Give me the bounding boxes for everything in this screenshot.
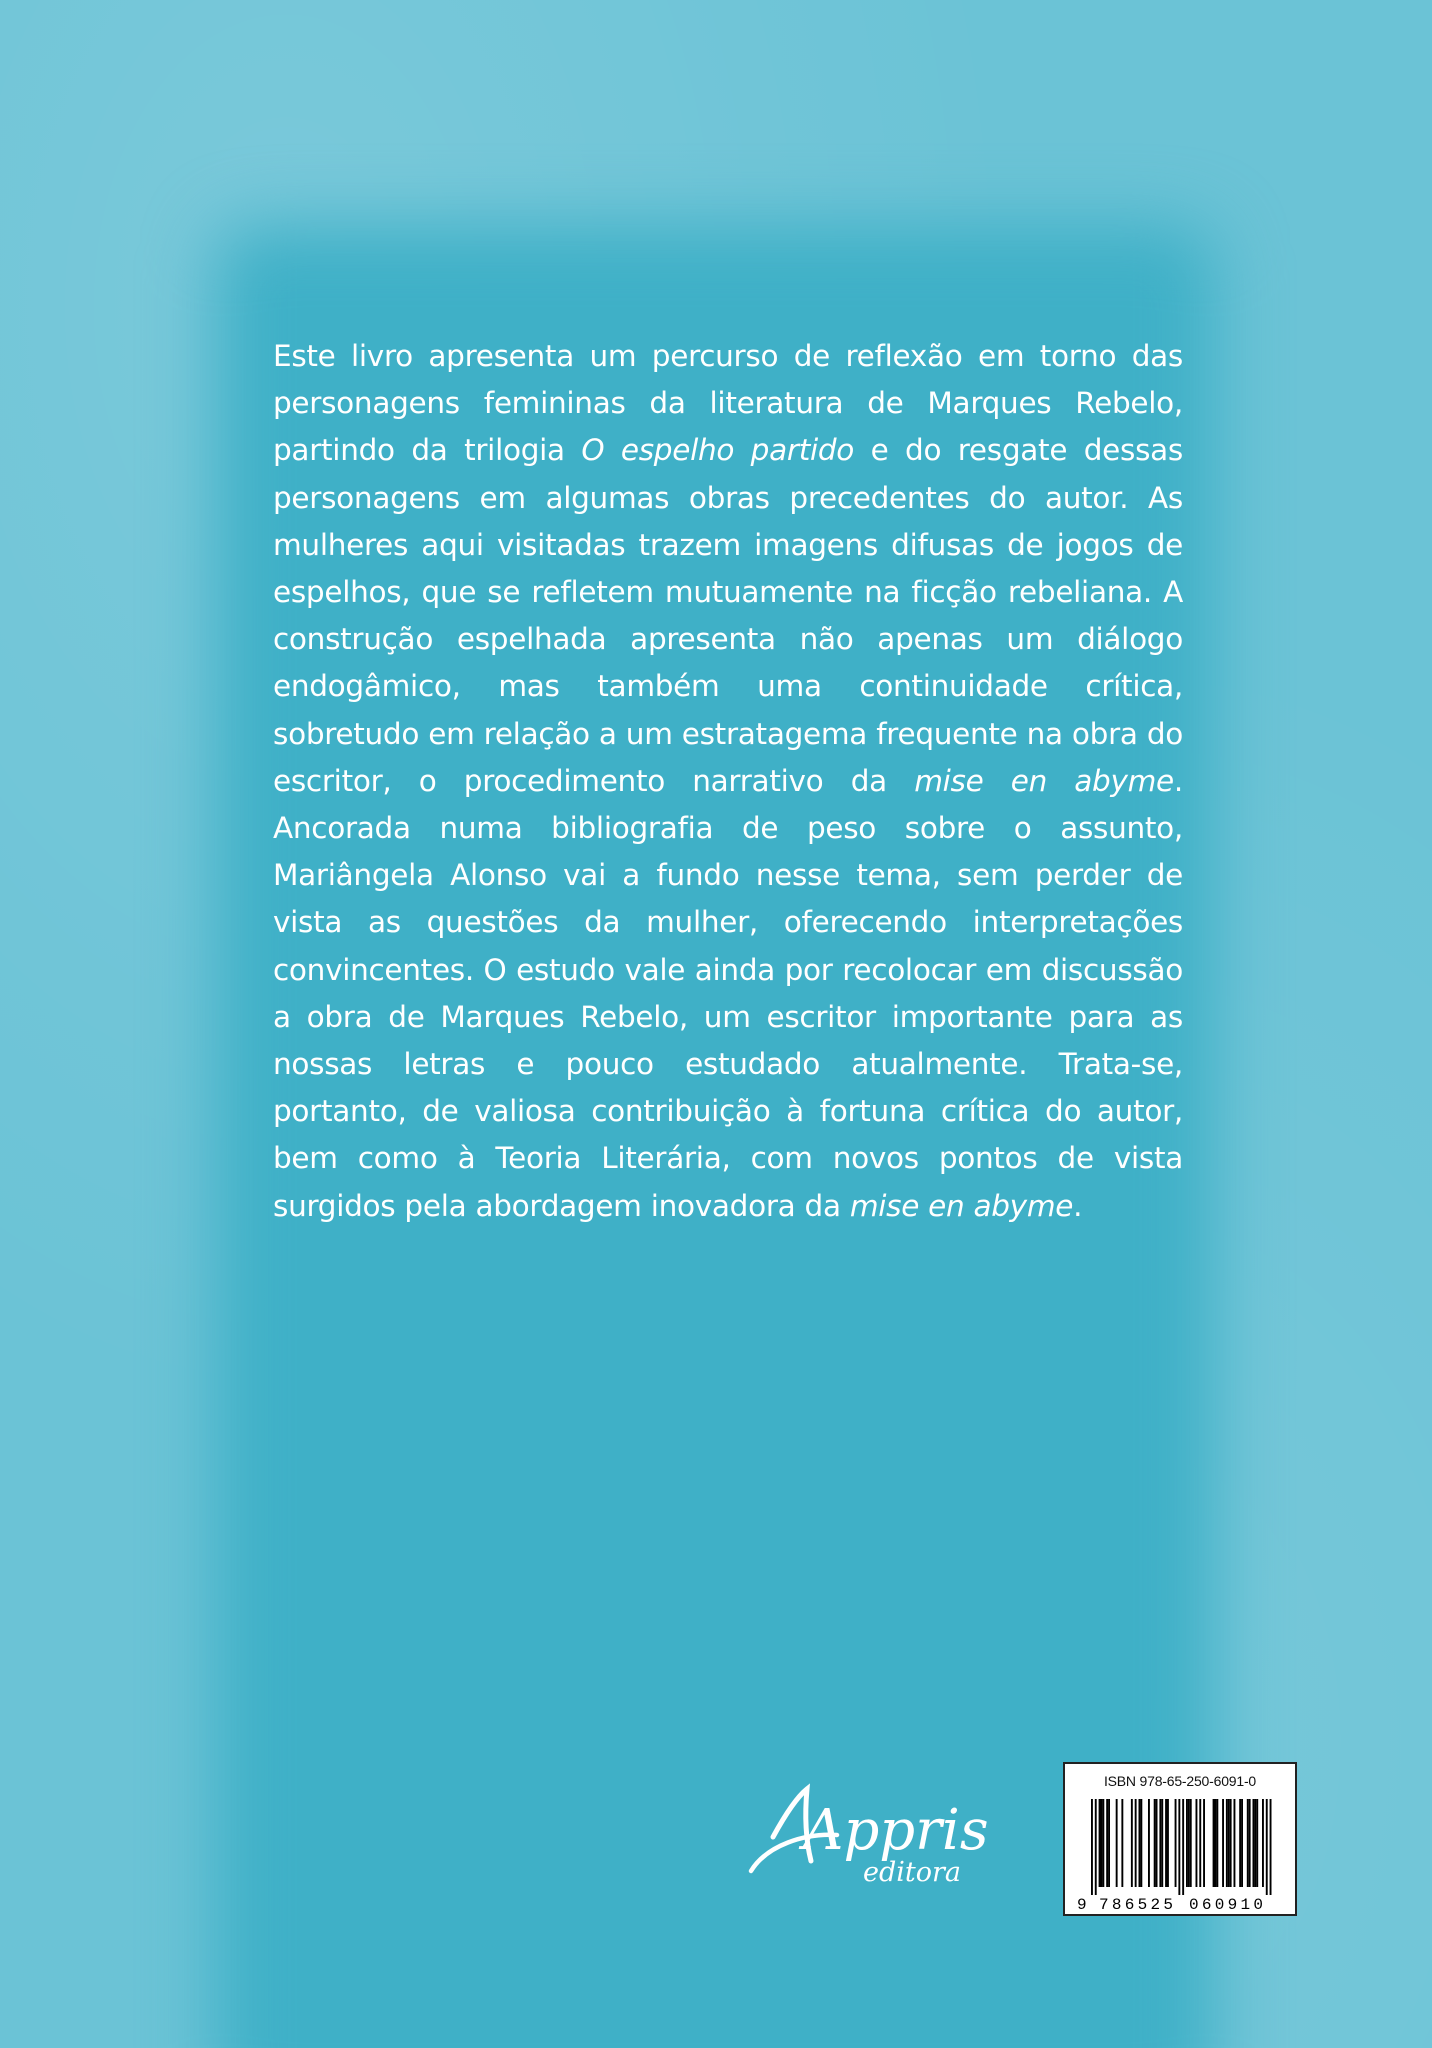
barcode-bar <box>1199 1799 1201 1887</box>
logo-wordmark: Appris <box>803 1798 989 1863</box>
barcode-bar <box>1239 1799 1241 1887</box>
blurb-term-1: mise en abyme <box>914 763 1174 798</box>
barcode-bar <box>1165 1799 1167 1887</box>
barcode-bar <box>1116 1799 1118 1887</box>
barcode-bar <box>1215 1799 1217 1887</box>
logo-subtitle: editora <box>863 1857 962 1888</box>
barcode-bar <box>1161 1799 1163 1887</box>
barcode-bar <box>1256 1799 1258 1887</box>
barcode-bar <box>1253 1799 1255 1887</box>
barcode-bar <box>1249 1799 1251 1887</box>
barcode-bar <box>1106 1799 1108 1887</box>
barcode-bar <box>1228 1799 1230 1887</box>
appris-logo <box>745 1775 1015 1895</box>
barcode-bar <box>1266 1799 1268 1895</box>
barcode-digits-left: 786525 <box>1099 1896 1173 1913</box>
barcode-bar <box>1186 1799 1188 1887</box>
barcode-bar <box>1230 1799 1232 1887</box>
barcode-bar <box>1091 1799 1093 1895</box>
barcode-bar <box>1102 1799 1104 1887</box>
barcode-bar <box>1148 1799 1150 1887</box>
barcode-bar <box>1247 1799 1249 1887</box>
barcode-digit-first: 9 <box>1077 1896 1087 1913</box>
barcode-bar <box>1254 1799 1256 1887</box>
blurb-text-1: Este livro apresenta um percurso de reflexão em torno das personagens femininas da literatura de Marques Rebelo, partindo da trilogia <box>273 339 1183 468</box>
barcode-bars <box>1091 1799 1272 1895</box>
barcode-bar <box>1222 1799 1224 1887</box>
barcode-bar <box>1203 1799 1205 1887</box>
barcode-bar <box>1196 1799 1198 1887</box>
barcode-bar <box>1270 1799 1272 1895</box>
barcode-bar <box>1178 1799 1180 1895</box>
barcode-bar <box>1099 1799 1101 1887</box>
barcode-bar <box>1241 1799 1243 1887</box>
barcode-bar <box>1262 1799 1264 1887</box>
blurb-text-2: e do resgate dessas personagens em algumas obras precedentes do autor. As mulheres aqui visitadas trazem imagens difusas de jogos de espelhos, que se refletem mutuamente na ficção rebeliana. A construção espelhada apresenta não apenas um diálogo endogâmico, mas também uma continuidade crítica, sobretudo em relação a um estratagema frequente na obra do escritor, o procedimento narrativo da <box>273 433 1183 798</box>
blurb-book-title: O espelho partido <box>581 433 855 468</box>
barcode-bar <box>1108 1799 1110 1887</box>
barcode-bar <box>1156 1799 1158 1887</box>
barcode-bar <box>1213 1799 1215 1887</box>
barcode-bar <box>1226 1799 1228 1887</box>
barcode-bar <box>1095 1799 1097 1895</box>
isbn-barcode <box>1063 1762 1297 1916</box>
barcode-bar <box>1140 1799 1142 1887</box>
isbn-label: ISBN 978-65-250-6091-0 <box>1103 1773 1257 1789</box>
barcode-bar <box>1154 1799 1156 1887</box>
blurb-term-2: mise en abyme <box>849 1188 1074 1223</box>
blurb-text-4: . <box>1073 1188 1083 1223</box>
barcode-digits-right: 060910 <box>1189 1896 1263 1913</box>
barcode-bar <box>1167 1799 1169 1887</box>
barcode-bar <box>1182 1799 1184 1895</box>
barcode-bar <box>1131 1799 1133 1887</box>
barcode-bar <box>1121 1799 1123 1887</box>
barcode-graphic <box>1077 1797 1283 1913</box>
back-cover-blurb <box>273 333 1183 1230</box>
barcode-bar <box>1135 1799 1137 1887</box>
barcode-bar <box>1101 1799 1103 1887</box>
barcode-bar <box>1188 1799 1190 1887</box>
barcode-bar <box>1216 1799 1218 1887</box>
barcode-bar <box>1190 1799 1192 1887</box>
barcode-bar <box>1175 1799 1177 1887</box>
barcode-bar <box>1139 1799 1141 1887</box>
barcode-bar <box>1159 1799 1161 1887</box>
blurb-text-3: . Ancorada numa bibliografia de peso sobre o assunto, Mariângela Alonso vai a fundo nesse tema, sem perder de vista as questões da mulher, oferecendo interpretações convincentes. O estudo vale ainda por recolocar em discussão a obra de Marques Rebelo, um escritor importante para as nossas letras e pouco estudado atualmente. Trata-se, portanto, de valiosa contribuição à fortuna crítica do autor, bem como à Teoria Literária, com novos pontos de vista surgidos pela abordagem inovadora da <box>273 763 1183 1223</box>
barcode-bar <box>1234 1799 1236 1887</box>
